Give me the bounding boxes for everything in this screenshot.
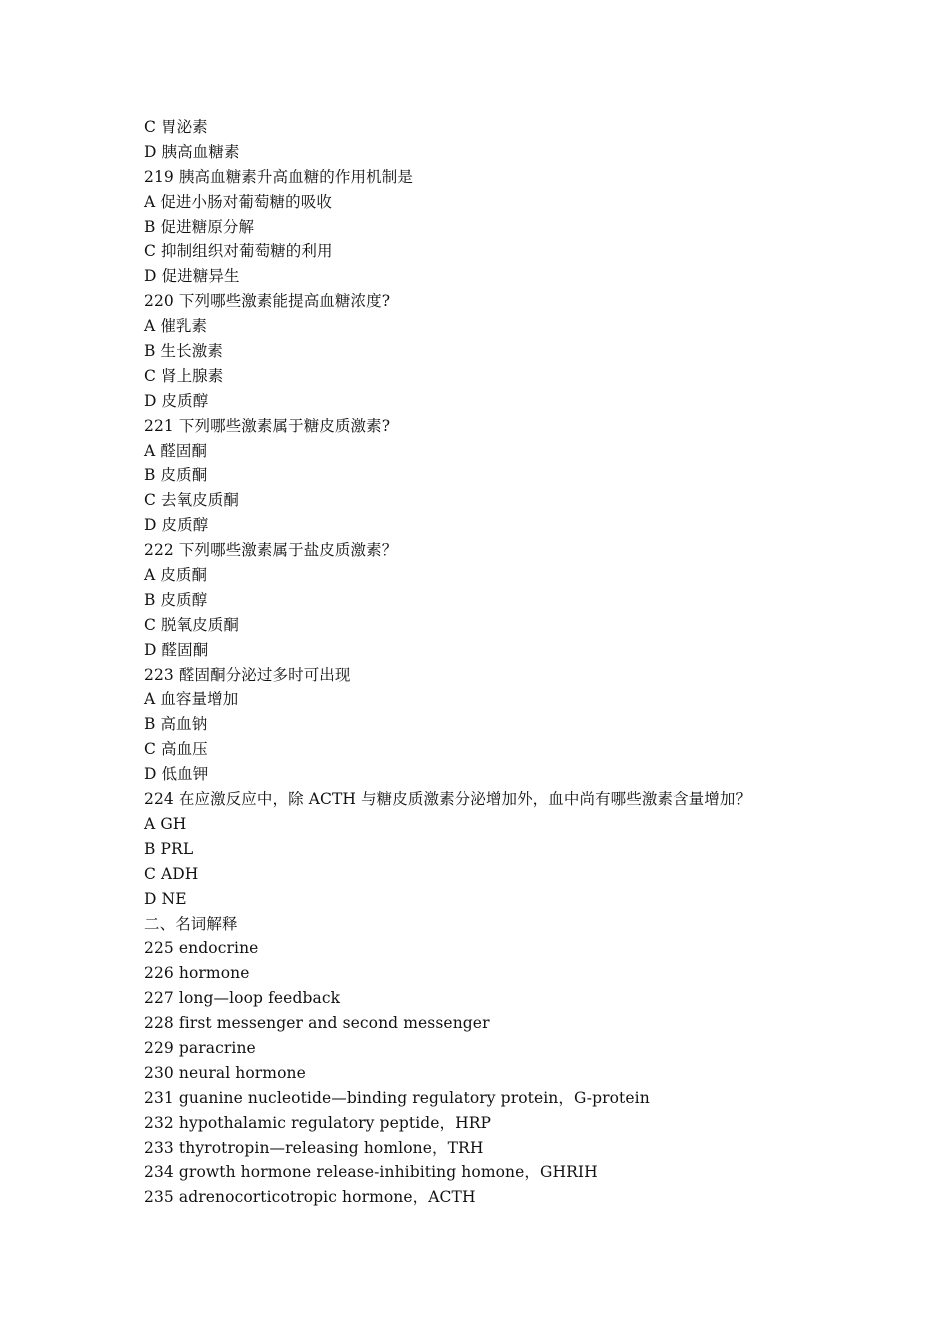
option-line: A 血容量增加 bbox=[144, 690, 239, 709]
text-line: D 胰高血糖素 bbox=[144, 142, 240, 161]
option-line: B 促进糖原分解 bbox=[144, 217, 255, 236]
option-line: C 去氧皮质酮 bbox=[144, 491, 239, 510]
option-line: A 皮质酮 bbox=[144, 566, 208, 585]
option-line: A 催乳素 bbox=[144, 317, 208, 336]
option-line: C 肾上腺素 bbox=[144, 366, 224, 385]
option-line: A 醛固酮 bbox=[144, 441, 208, 460]
option-line: D 皮质醇 bbox=[144, 516, 209, 535]
text-line: C 胃泌素 bbox=[144, 118, 208, 136]
option-line: A 促进小肠对葡萄糖的吸收 bbox=[144, 192, 332, 211]
question-line: 222 下列哪些激素属于盐皮质激素？ bbox=[144, 541, 398, 560]
option-line: A GH bbox=[144, 814, 187, 833]
term-line: 232 hypothalamic regulatory peptide，HRP bbox=[144, 1113, 492, 1132]
question-line: 220 下列哪些激素能提高血糖浓度? bbox=[144, 292, 391, 311]
question-line: 219 胰高血糖素升高血糖的作用机制是 bbox=[144, 167, 413, 186]
question-line: 224 在应激反应中，除 ACTH 与糖皮质激素分泌增加外，血中尚有哪些激素含量增加？ bbox=[144, 790, 752, 809]
option-line: C ADH bbox=[144, 864, 199, 883]
option-line: B 皮质酮 bbox=[144, 466, 208, 485]
option-line: D 低血钾 bbox=[144, 765, 209, 784]
term-line: 228 first messenger and second messenger bbox=[144, 1014, 490, 1033]
option-line: D 促进糖异生 bbox=[144, 267, 240, 286]
term-line: 235 adrenocorticotropic hormone，ACTH bbox=[144, 1188, 476, 1207]
term-line: 226 hormone bbox=[144, 964, 250, 983]
option-line: D 皮质醇 bbox=[144, 391, 209, 410]
term-line: 233 thyrotropin—releasing homlone，TRH bbox=[144, 1138, 484, 1157]
option-line: B PRL bbox=[144, 839, 194, 858]
term-line: 234 growth hormone release-inhibiting homone，GHRIH bbox=[144, 1163, 598, 1182]
option-line: B 皮质醇 bbox=[144, 590, 208, 609]
option-line: B 生长激素 bbox=[144, 342, 223, 361]
question-line: 221 下列哪些激素属于糖皮质激素? bbox=[144, 416, 391, 435]
term-line: 229 paracrine bbox=[144, 1038, 256, 1057]
term-line: 231 guanine nucleotide—binding regulatory protein，G-protein bbox=[144, 1088, 650, 1107]
question-line: 223 醛固酮分泌过多时可出现 bbox=[144, 665, 351, 684]
term-line: 230 neural hormone bbox=[144, 1063, 306, 1082]
section-heading: 二、名词解释 bbox=[144, 914, 238, 933]
document-body bbox=[144, 115, 904, 1210]
option-line: C 脱氧皮质酮 bbox=[144, 615, 239, 634]
option-line: B 高血钠 bbox=[144, 715, 208, 734]
option-line: C 高血压 bbox=[144, 740, 208, 759]
option-line: D 醛固酮 bbox=[144, 640, 209, 659]
option-line: D NE bbox=[144, 889, 187, 908]
term-line: 225 endocrine bbox=[144, 939, 259, 958]
term-line: 227 long—loop feedback bbox=[144, 989, 341, 1008]
option-line: C 抑制组织对葡萄糖的利用 bbox=[144, 242, 333, 261]
